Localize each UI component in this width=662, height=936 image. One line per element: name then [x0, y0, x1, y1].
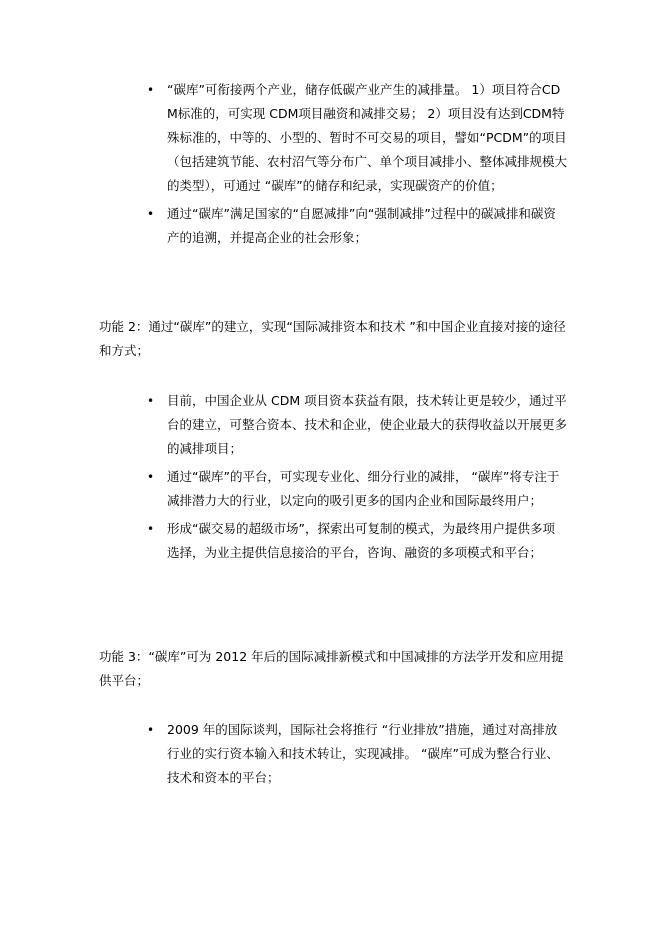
bullet-icon: •: [147, 470, 155, 484]
list-item-text: “碳库”可衔接两个产业，储存低碳产业产生的减排量。 1）项目符合CDM标准的，可实现 CDM项目融资和减排交易； 2）项目没有达到CDM特殊标准的，中等的、小型的、暂时不可交易的项目，譬如“PCDM”的项目（包括建筑节能、农村沼气等分布广、单个项目减排小、整体减排规模大的类型），可通过 “碳库”的储存和纪录，实现碳资产的价值；: [167, 82, 568, 193]
list-item-text: 2009 年的国际谈判，国际社会将推行 “行业排放”措施，通过对高排放行业的实行资本输入和技术转让，实现减排。 “碳库”可成为整合行业、技术和资本的平台；: [167, 722, 559, 785]
bullet-list-section-1: [147, 78, 567, 254]
function-2-heading: 功能 2：通过“碳库”的建立，实现“国际减排资本和技术 ”和中国企业直接对接的途径和方式；: [99, 319, 566, 358]
list-item: [147, 389, 567, 461]
list-item-text: 形成“碳交易的超级市场”，探索出可复制的模式，为最终用户提供多项选择，为业主提供信息接洽的平台，咨询、融资的多项模式和平台；: [167, 521, 555, 560]
bullet-icon: •: [147, 723, 155, 737]
list-item-text: 通过“碳库”满足国家的“自愿减排”向“强制减排”过程中的碳减排和碳资产的追溯，并提高企业的社会形象；: [167, 206, 556, 245]
bullet-icon: •: [147, 394, 155, 408]
list-item-text: 目前，中国企业从 CDM 项目资本获益有限，技术转让更是较少，通过平台的建立，可整合资本、技术和企业，使企业最大的获得收益以开展更多的减排项目；: [167, 393, 568, 456]
bullet-icon: •: [147, 522, 155, 536]
bullet-list-function-3: [147, 718, 567, 794]
bullet-list-function-2: [147, 389, 567, 569]
list-item: [147, 718, 567, 790]
bullet-icon: •: [147, 83, 155, 97]
list-item: [147, 78, 567, 198]
list-item-text: 通过“碳库”的平台，可实现专业化、细分行业的减排， “碳库”将专注于减排潜力大的行业，以定向的吸引更多的国内企业和国际最终用户；: [167, 469, 560, 508]
bullet-icon: •: [147, 207, 155, 221]
list-item: [147, 465, 567, 513]
list-item: [147, 202, 567, 250]
list-item: [147, 517, 567, 565]
function-3-heading: 功能 3：“碳库”可为 2012 年后的国际减排新模式和中国减排的方法学开发和应用提供平台；: [99, 649, 564, 688]
